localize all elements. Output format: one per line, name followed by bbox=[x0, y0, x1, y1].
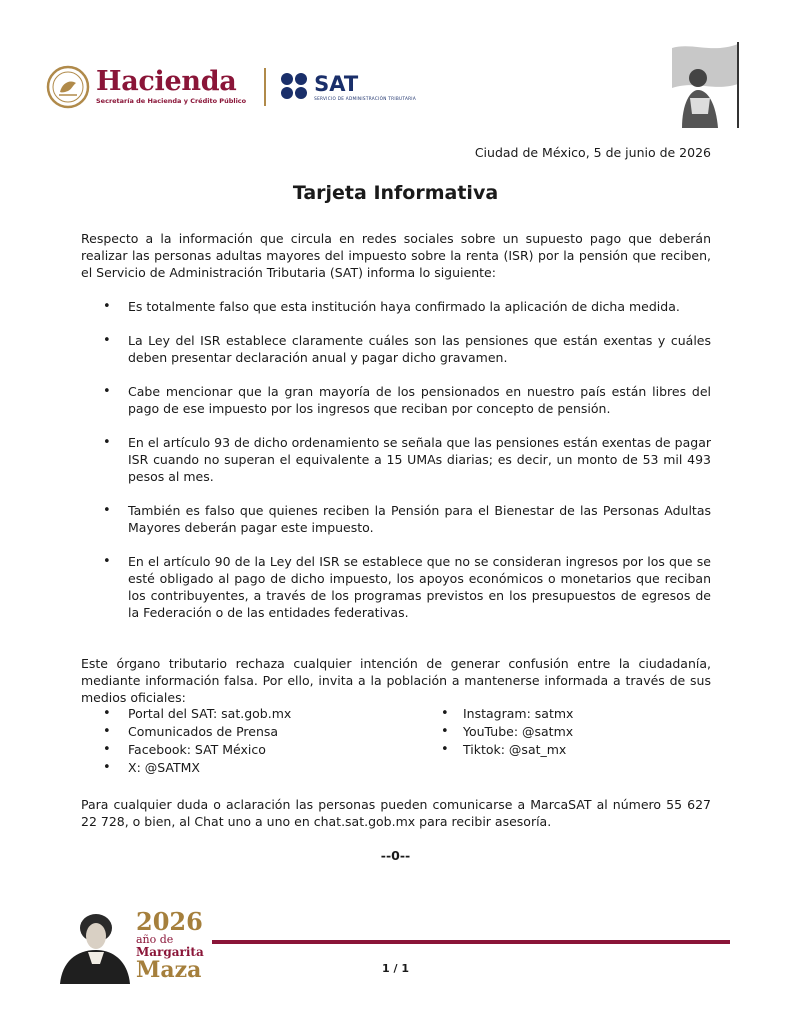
channels-left-column bbox=[81, 705, 441, 777]
list-item: • También es falso que quienes reciben la Pensión para el Bienestar de las Personas Adultas Mayores deberán pagar este impuesto. bbox=[81, 502, 711, 536]
flag-heroine-illustration-icon bbox=[652, 38, 746, 130]
channel-item: • Facebook: SAT México bbox=[81, 741, 441, 759]
year-surname: Maza bbox=[136, 957, 202, 983]
contact-paragraph: Para cualquier duda o aclaración las personas pueden comunicarse a MarcaSAT al número 55 627 22 728, o bien, al Chat uno a uno en chat.sat.gob.mx para recibir asesoría. bbox=[81, 797, 711, 829]
sat-logo-icon bbox=[280, 72, 310, 102]
list-item: • La Ley del ISR establece claramente cuáles son las pensiones que están exentas y cuáles deben presentar declaración anual y pagar dicho gravamen. bbox=[81, 332, 711, 366]
sat-title: SAT bbox=[314, 71, 359, 96]
channel-item: • YouTube: @satmx bbox=[441, 723, 573, 741]
list-item: • En el artículo 90 de la Ley del ISR se establece que no se consideran ingresos por los que se esté obligado al pago de dicho impuesto, los apoyos económicos o monetarios que reciban los contribuyentes, a través de los programas previstos en los presupuestos de egresos de la Federación o de las entidades federativas. bbox=[81, 553, 711, 621]
list-item: • Cabe mencionar que la gran mayoría de los pensionados en nuestro país están libres del pago de ese impuesto por los ingresos que reciban por concepto de pensión. bbox=[81, 383, 711, 417]
page-header bbox=[46, 60, 416, 114]
logo-divider bbox=[264, 68, 266, 106]
page-number: 1 / 1 bbox=[382, 962, 409, 975]
closing-mark: --0-- bbox=[380, 848, 411, 863]
hacienda-title: Hacienda bbox=[96, 66, 237, 97]
channel-item: • X: @SATMX bbox=[81, 759, 441, 777]
statement-list bbox=[81, 298, 711, 638]
channels-right-column bbox=[441, 705, 573, 777]
hacienda-subtitle: Secretaría de Hacienda y Crédito Público bbox=[96, 97, 247, 105]
channel-item: • Tiktok: @sat_mx bbox=[441, 741, 573, 759]
channel-item: • Instagram: satmx bbox=[441, 705, 573, 723]
sat-logo bbox=[314, 73, 416, 102]
year-name: Margarita bbox=[136, 945, 204, 959]
year-number: 2026 bbox=[136, 907, 203, 936]
channel-item: • Comunicados de Prensa bbox=[81, 723, 441, 741]
footer-rule bbox=[212, 940, 730, 944]
channel-item: • Portal del SAT: sat.gob.mx bbox=[81, 705, 441, 723]
sat-subtitle: SERVICIO DE ADMINISTRACIÓN TRIBUTARIA bbox=[314, 95, 417, 101]
year-line: año de bbox=[136, 933, 174, 946]
list-item: • Es totalmente falso que esta institución haya confirmado la aplicación de dicha medida. bbox=[81, 298, 711, 315]
official-channels-list bbox=[81, 705, 711, 777]
list-item: • En el artículo 93 de dicho ordenamiento se señala que las pensiones están exentas de pagar ISR cuando no superan el equivalente a 15 UMAs diarias; es decir, un monto de 53 mil 493 pesos al mes. bbox=[81, 434, 711, 485]
hacienda-logo bbox=[96, 68, 246, 106]
national-seal-icon bbox=[46, 65, 90, 109]
intro-paragraph: Respecto a la información que circula en redes sociales sobre un supuesto pago que deberán realizar las personas adultas mayores del impuesto sobre la renta (ISR) por la pensión que reciben, el Servicio de Administración Tributaria (SAT) informa lo siguiente: bbox=[81, 231, 711, 280]
document-title: Tarjeta Informativa bbox=[292, 182, 499, 204]
document-date: Ciudad de México, 5 de junio de 2026 bbox=[474, 145, 711, 160]
official-channels-paragraph: Este órgano tributario rechaza cualquier intención de generar confusión entre la ciudadanía, mediante información falsa. Por ello, invita a la población a mantenerse informada a través de sus medios oficiales: bbox=[81, 656, 711, 705]
